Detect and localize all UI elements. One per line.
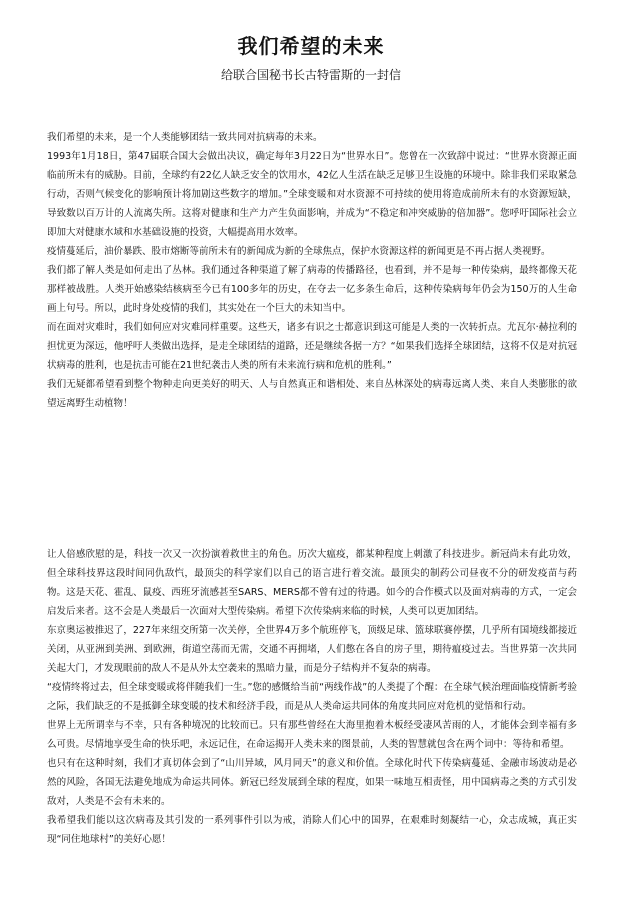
page-subtitle: 给联合国秘书长古特雷斯的一封信 — [220, 68, 401, 82]
paragraph: 让人倍感欣慰的是，科技一次又一次扮演着救世主的角色。历次大瘟疫，都某种程度上刺激了科技进步。新冠尚未有此功效，但全球科技界这段时间同仇敌忾，最顶尖的科学家们以自己的语言进行着交流。最顶尖的制药公司昼夜不分的研发疫苗与药物。这是天花、霍乱、鼠疫、西班牙流感甚至SARS、MERS都不曾有过的待遇。如今的合作模式以及面对病毒的方式，一定会启发后来者。这不会是人类最后一次面对大型传染病。希望下次传染病来临的时候，人类可以更加团结。 — [47, 549, 577, 617]
paragraph: 也只有在这种时刻，我们才真切体会到了“山川异域，风月同天”的意义和价值。全球化时代下传染病蔓延、金融市场波动是必然的风险，各国无法避免地成为命运共同体。新冠已经发展到全球的程度，如果一味地互相责怪，用中国病毒之类的方式引发敌对，人类是不会有未来的。 — [47, 758, 577, 807]
paragraph: “疫情终将过去，但全球变暖或将伴随我们一生。”您的感慨给当前“两线作战”的人类提了个醒：在全球气候治理面临疫情新考验之际，我们缺乏的不是抵御全球变暖的技术和经济手段，而是从人类命运共同体的角度共同应对危机的觉悟和行动。 — [47, 682, 577, 712]
letter-section-1 — [47, 128, 577, 413]
letter-section-2 — [47, 545, 577, 849]
paragraph: 而在面对灾难时，我们如何应对灾难同样重要。这些天，诸多有识之士都意识到这可能是人类的一次转折点。尤瓦尔·赫拉利的担忧更为深远，他呼吁人类做出选择，是走全球团结的道路，还是继续各据一方？“如果我们选择全球团结，这将不仅是对抗冠状病毒的胜利，也是抗击可能在21世纪袭击人类的所有未来流行病和危机的胜利。” — [47, 322, 577, 371]
paragraph: 1993年1月18日，第47届联合国大会做出决议，确定每年3月22日为“世界水日”。您曾在一次致辞中说过：“世界水资源正面临前所未有的威胁。目前，全球约有22亿人缺乏安全的饮用水，42亿人生活在缺乏足够卫生设施的环境中。除非我们采取紧急行动，否则气候变化的影响预计将加剧这些数字的增加。”全球变暖和对水资源不可持续的使用将造成前所未有的水资源短缺，导致数以百万计的人流离失所。这将对健康和生产力产生负面影响，并成为“不稳定和冲突威胁的倍加器”。您呼吁国际社会立即加大对健康水域和水基础设施的投资，大幅提高用水效率。 — [47, 151, 577, 238]
paragraph: 东京奥运被推迟了，227年来纽交所第一次关停，全世界4万多个航班停飞，顶级足球、篮球联赛停摆，几乎所有国境线都接近关闭，从亚洲到美洲、到欧洲，街道空荡而无需，交通不再拥堵，人们憋在各自的房子里，期待瘟疫过去。当世界第一次共同关起大门，才发现眼前的敌人不是从外太空袭来的黑暗力量，而是分子结构并不复杂的病毒。 — [47, 625, 577, 674]
paragraph: 我希望我们能以这次病毒及其引发的一系列事件引以为戒，消除人们心中的国界，在艰难时刻凝结一心，众志成城，真正实现“同住地球村”的美好心愿！ — [47, 815, 577, 845]
paragraph: 我们希望的未来，是一个人类能够团结一致共同对抗病毒的未来。 — [47, 132, 323, 143]
page-title: 我们希望的未来 — [237, 34, 385, 58]
paragraph: 我们都了解人类是如何走出了丛林。我们通过各种渠道了解了病毒的传播路径，也看到，并不是每一种传染病，最终都像天花那样被战胜。人类开始感染结核病至今已有100多年的历史，在夺去一亿多条生命后，这种传染病每年仍会为150万的人生命画上句号。所以，此时身处疫情的我们，其实处在一个巨大的未知当中。 — [47, 265, 577, 314]
paragraph: 我们无疑都希望看到整个物种走向更美好的明天、人与自然真正和谐相处、来自丛林深处的病毒远离人类、来自人类膨胀的欲望远离野生动植物！ — [47, 379, 577, 409]
paragraph: 疫情蔓延后，油价暴跌、股市熔断等前所未有的新闻成为新的全球焦点，保护水资源这样的新闻更是不再占据人类视野。 — [47, 246, 551, 257]
paragraph: 世界上无所谓幸与不幸，只有各种境况的比较而已。只有那些曾经在大海里抱着木板经受凄风苦雨的人，才能体会到幸福有多么可贵。尽情地享受生命的快乐吧，永远记住，在命运揭开人类未来的图景前，人类的智慧就包含在两个词中：等待和希望。 — [47, 720, 577, 750]
